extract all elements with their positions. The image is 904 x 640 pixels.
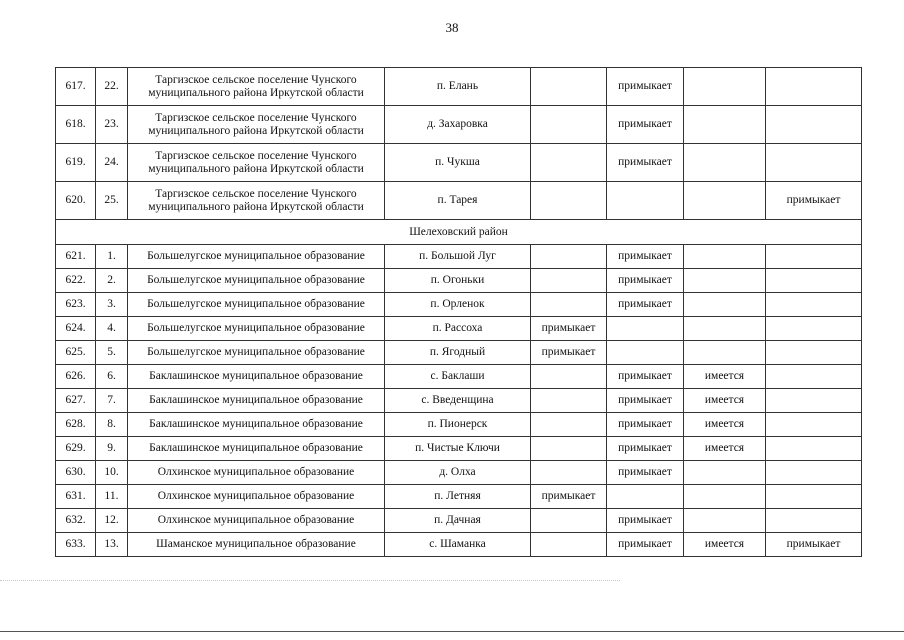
- municipality-cell: Большелугское муниципальное образование: [128, 341, 385, 365]
- row-number-cell: 618.: [56, 106, 96, 144]
- district-name: Шелеховский район: [56, 220, 862, 245]
- row-number-cell: 633.: [56, 533, 96, 557]
- column-6-cell: [607, 182, 684, 220]
- column-8-cell: [766, 269, 862, 293]
- municipality-cell: Таргизское сельское поселение Чунского муниципального района Иркутской области: [128, 144, 385, 182]
- sub-number-cell: 12.: [96, 509, 128, 533]
- column-5-cell: [531, 68, 607, 106]
- table-body: [56, 68, 862, 557]
- column-6-cell: примыкает: [607, 269, 684, 293]
- settlement-cell: д. Олха: [385, 461, 531, 485]
- table-row: [56, 245, 862, 269]
- row-number-cell: 632.: [56, 509, 96, 533]
- column-6-cell: примыкает: [607, 413, 684, 437]
- column-8-cell: [766, 437, 862, 461]
- municipality-cell: Таргизское сельское поселение Чунского муниципального района Иркутской области: [128, 182, 385, 220]
- row-number-cell: 629.: [56, 437, 96, 461]
- row-number-cell: 631.: [56, 485, 96, 509]
- sub-number-cell: 2.: [96, 269, 128, 293]
- sub-number-cell: 1.: [96, 245, 128, 269]
- table-row: [56, 106, 862, 144]
- municipality-cell: Баклашинское муниципальное образование: [128, 413, 385, 437]
- table-row: [56, 317, 862, 341]
- settlement-cell: с. Введенщина: [385, 389, 531, 413]
- column-5-cell: [531, 389, 607, 413]
- settlement-cell: п. Елань: [385, 68, 531, 106]
- row-number-cell: 630.: [56, 461, 96, 485]
- settlement-cell: п. Рассоха: [385, 317, 531, 341]
- column-6-cell: примыкает: [607, 245, 684, 269]
- column-7-cell: [684, 245, 766, 269]
- row-number-cell: 623.: [56, 293, 96, 317]
- settlements-table: [55, 67, 862, 557]
- settlement-cell: с. Шаманка: [385, 533, 531, 557]
- table-row: [56, 68, 862, 106]
- municipality-cell: Таргизское сельское поселение Чунского муниципального района Иркутской области: [128, 68, 385, 106]
- municipality-cell: Олхинское муниципальное образование: [128, 509, 385, 533]
- row-number-cell: 627.: [56, 389, 96, 413]
- table-row: [56, 461, 862, 485]
- sub-number-cell: 23.: [96, 106, 128, 144]
- column-7-cell: [684, 144, 766, 182]
- table-row: [56, 293, 862, 317]
- sub-number-cell: 9.: [96, 437, 128, 461]
- column-6-cell: примыкает: [607, 437, 684, 461]
- column-6-cell: [607, 317, 684, 341]
- column-5-cell: [531, 144, 607, 182]
- row-number-cell: 626.: [56, 365, 96, 389]
- column-8-cell: [766, 106, 862, 144]
- municipality-cell: Большелугское муниципальное образование: [128, 269, 385, 293]
- column-8-cell: [766, 245, 862, 269]
- column-6-cell: примыкает: [607, 144, 684, 182]
- column-8-cell: [766, 485, 862, 509]
- municipality-cell: Шаманское муниципальное образование: [128, 533, 385, 557]
- table-row: [56, 365, 862, 389]
- page-edge-line: [0, 631, 904, 632]
- municipality-cell: Таргизское сельское поселение Чунского муниципального района Иркутской области: [128, 106, 385, 144]
- sub-number-cell: 8.: [96, 413, 128, 437]
- column-8-cell: [766, 293, 862, 317]
- column-5-cell: примыкает: [531, 317, 607, 341]
- column-6-cell: примыкает: [607, 106, 684, 144]
- row-number-cell: 620.: [56, 182, 96, 220]
- sub-number-cell: 6.: [96, 365, 128, 389]
- sub-number-cell: 24.: [96, 144, 128, 182]
- column-5-cell: [531, 106, 607, 144]
- table-row: [56, 485, 862, 509]
- column-8-cell: примыкает: [766, 182, 862, 220]
- column-7-cell: [684, 461, 766, 485]
- row-number-cell: 622.: [56, 269, 96, 293]
- column-6-cell: примыкает: [607, 461, 684, 485]
- column-8-cell: [766, 413, 862, 437]
- settlement-cell: п. Чистые Ключи: [385, 437, 531, 461]
- municipality-cell: Олхинское муниципальное образование: [128, 485, 385, 509]
- row-number-cell: 619.: [56, 144, 96, 182]
- column-7-cell: имеется: [684, 533, 766, 557]
- column-5-cell: [531, 509, 607, 533]
- column-5-cell: [531, 245, 607, 269]
- column-5-cell: [531, 365, 607, 389]
- column-8-cell: [766, 389, 862, 413]
- settlement-cell: д. Захаровка: [385, 106, 531, 144]
- column-5-cell: [531, 533, 607, 557]
- column-5-cell: примыкает: [531, 485, 607, 509]
- column-6-cell: примыкает: [607, 365, 684, 389]
- column-6-cell: примыкает: [607, 533, 684, 557]
- column-8-cell: [766, 317, 862, 341]
- column-5-cell: [531, 461, 607, 485]
- sub-number-cell: 4.: [96, 317, 128, 341]
- table-row: [56, 509, 862, 533]
- municipality-cell: Баклашинское муниципальное образование: [128, 365, 385, 389]
- column-8-cell: [766, 68, 862, 106]
- column-5-cell: [531, 413, 607, 437]
- sub-number-cell: 3.: [96, 293, 128, 317]
- municipality-cell: Баклашинское муниципальное образование: [128, 437, 385, 461]
- settlement-cell: п. Орленок: [385, 293, 531, 317]
- sub-number-cell: 13.: [96, 533, 128, 557]
- column-8-cell: примыкает: [766, 533, 862, 557]
- municipality-cell: Большелугское муниципальное образование: [128, 317, 385, 341]
- municipality-cell: Олхинское муниципальное образование: [128, 461, 385, 485]
- settlement-cell: п. Летняя: [385, 485, 531, 509]
- column-6-cell: примыкает: [607, 389, 684, 413]
- settlement-cell: п. Ягодный: [385, 341, 531, 365]
- column-5-cell: [531, 269, 607, 293]
- settlement-cell: п. Дачная: [385, 509, 531, 533]
- column-7-cell: [684, 68, 766, 106]
- column-7-cell: имеется: [684, 365, 766, 389]
- table-row: [56, 182, 862, 220]
- row-number-cell: 625.: [56, 341, 96, 365]
- settlement-cell: с. Баклаши: [385, 365, 531, 389]
- sub-number-cell: 25.: [96, 182, 128, 220]
- column-5-cell: [531, 293, 607, 317]
- column-7-cell: имеется: [684, 437, 766, 461]
- settlement-cell: п. Пионерск: [385, 413, 531, 437]
- table-row: [56, 341, 862, 365]
- row-number-cell: 617.: [56, 68, 96, 106]
- column-7-cell: [684, 317, 766, 341]
- page-number: 38: [445, 20, 459, 35]
- table-row: [56, 144, 862, 182]
- column-7-cell: имеется: [684, 389, 766, 413]
- table-row: [56, 413, 862, 437]
- column-7-cell: [684, 509, 766, 533]
- column-7-cell: [684, 485, 766, 509]
- table-row: [56, 437, 862, 461]
- municipality-cell: Баклашинское муниципальное образование: [128, 389, 385, 413]
- column-8-cell: [766, 509, 862, 533]
- settlement-cell: п. Большой Луг: [385, 245, 531, 269]
- sub-number-cell: 11.: [96, 485, 128, 509]
- row-number-cell: 621.: [56, 245, 96, 269]
- district-header-row: [56, 220, 862, 245]
- column-7-cell: [684, 182, 766, 220]
- settlement-cell: п. Тарея: [385, 182, 531, 220]
- row-number-cell: 624.: [56, 317, 96, 341]
- table-row: [56, 533, 862, 557]
- scan-artifact: [0, 580, 620, 581]
- column-6-cell: [607, 485, 684, 509]
- column-6-cell: [607, 341, 684, 365]
- column-8-cell: [766, 461, 862, 485]
- column-5-cell: [531, 437, 607, 461]
- sub-number-cell: 5.: [96, 341, 128, 365]
- column-6-cell: примыкает: [607, 509, 684, 533]
- column-5-cell: примыкает: [531, 341, 607, 365]
- column-8-cell: [766, 365, 862, 389]
- column-8-cell: [766, 144, 862, 182]
- column-8-cell: [766, 341, 862, 365]
- municipality-cell: Большелугское муниципальное образование: [128, 293, 385, 317]
- sub-number-cell: 7.: [96, 389, 128, 413]
- column-5-cell: [531, 182, 607, 220]
- row-number-cell: 628.: [56, 413, 96, 437]
- table-row: [56, 389, 862, 413]
- column-7-cell: [684, 293, 766, 317]
- column-7-cell: имеется: [684, 413, 766, 437]
- column-7-cell: [684, 341, 766, 365]
- settlement-cell: п. Чукша: [385, 144, 531, 182]
- column-6-cell: примыкает: [607, 68, 684, 106]
- settlement-cell: п. Огоньки: [385, 269, 531, 293]
- municipality-cell: Большелугское муниципальное образование: [128, 245, 385, 269]
- sub-number-cell: 10.: [96, 461, 128, 485]
- table-row: [56, 269, 862, 293]
- column-7-cell: [684, 269, 766, 293]
- sub-number-cell: 22.: [96, 68, 128, 106]
- column-7-cell: [684, 106, 766, 144]
- column-6-cell: примыкает: [607, 293, 684, 317]
